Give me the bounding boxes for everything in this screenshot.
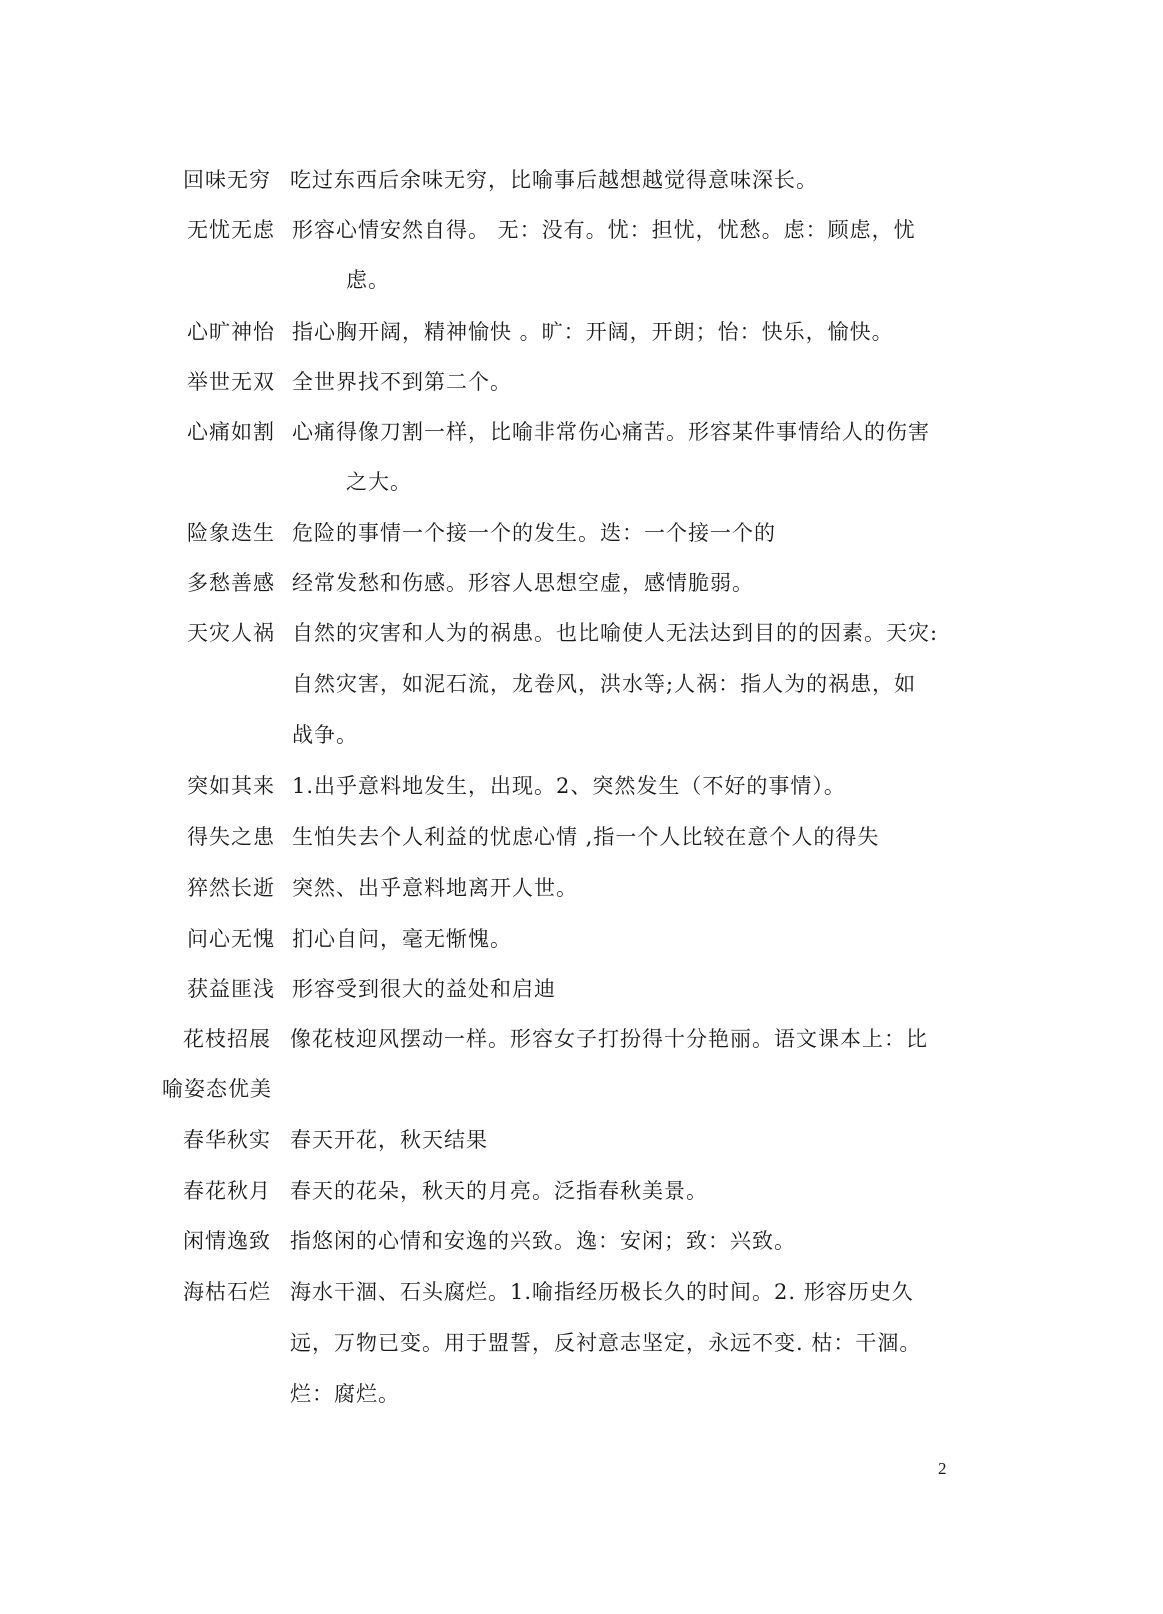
idiom-term: 春花秋月 bbox=[183, 1179, 271, 1203]
idiom-term: 举世无双 bbox=[187, 370, 275, 394]
idiom-definition: 吃过东西后余味无穷，比喻事后越想越觉得意味深长。 bbox=[290, 168, 818, 192]
idiom-definition: 心痛得像刀割一样，比喻非常伤心痛苦。形容某件事情给人的伤害 bbox=[292, 420, 930, 444]
idiom-term: 花枝招展 bbox=[183, 1027, 271, 1051]
idiom-definition-continued: 喻姿态优美 bbox=[162, 1077, 272, 1101]
idiom-definition: 形容心情安然自得。 无：没有。忧：担忧，忧愁。虑：顾虑，忧 bbox=[292, 218, 916, 242]
idiom-definition: 危险的事情一个接一个的发生。迭：一个接一个的 bbox=[292, 521, 776, 545]
idiom-definition: 扪心自问，毫无惭愧。 bbox=[292, 927, 512, 951]
idiom-definition-continued: 战争。 bbox=[292, 723, 358, 747]
idiom-definition: 指心胸开阔，精神愉快 。旷：开阔，开朗；怡：快乐，愉快。 bbox=[292, 320, 894, 344]
idiom-definition: 自然的灾害和人为的祸患。也比喻使人无法达到目的的因素。天灾: bbox=[292, 621, 939, 645]
idiom-term: 闲情逸致 bbox=[183, 1229, 271, 1253]
idiom-definition: 形容受到很大的益处和启迪 bbox=[292, 977, 556, 1001]
idiom-term: 海枯石烂 bbox=[183, 1280, 271, 1304]
idiom-definition: 经常发愁和伤感。形容人思想空虚，感情脆弱。 bbox=[292, 571, 754, 595]
idiom-definition-continued: 之大。 bbox=[346, 470, 412, 494]
idiom-term: 险象迭生 bbox=[187, 521, 275, 545]
idiom-term: 心痛如割 bbox=[187, 420, 275, 444]
idiom-term: 无忧无虑 bbox=[187, 218, 275, 242]
idiom-definition: 春天开花，秋天结果 bbox=[290, 1128, 488, 1152]
idiom-term: 回味无穷 bbox=[183, 168, 271, 192]
idiom-definition: 春天的花朵，秋天的月亮。泛指春秋美景。 bbox=[290, 1179, 708, 1203]
idiom-term: 心旷神怡 bbox=[187, 320, 275, 344]
idiom-term: 天灾人祸 bbox=[187, 621, 275, 645]
page-number: 2 bbox=[938, 1459, 947, 1478]
idiom-definition-continued: 虑。 bbox=[346, 268, 390, 292]
idiom-term: 突如其来 bbox=[187, 774, 275, 798]
idiom-definition-continued: 远，万物已变。用于盟誓，反衬意志坚定，永远不变. 枯：干涸。 bbox=[290, 1331, 922, 1355]
idiom-term: 得失之患 bbox=[187, 825, 275, 849]
idiom-definition: 生怕失去个人利益的忧虑心情 ,指一个人比较在意个人的得失 bbox=[292, 825, 880, 849]
idiom-term: 多愁善感 bbox=[187, 571, 275, 595]
idiom-definition: 指悠闲的心情和安逸的兴致。逸：安闲；致：兴致。 bbox=[290, 1229, 796, 1253]
idiom-definition-continued: 烂：腐烂。 bbox=[290, 1382, 400, 1406]
idiom-definition-continued: 自然灾害，如泥石流，龙卷风，洪水等;人祸：指人为的祸患，如 bbox=[292, 672, 917, 696]
idiom-definition: 像花枝迎风摆动一样。形容女子打扮得十分艳丽。语文课本上：比 bbox=[290, 1027, 928, 1051]
idiom-term: 猝然长逝 bbox=[187, 876, 275, 900]
idiom-term: 问心无愧 bbox=[187, 927, 275, 951]
idiom-definition: 突然、出乎意料地离开人世。 bbox=[292, 876, 578, 900]
idiom-term: 春华秋实 bbox=[183, 1128, 271, 1152]
idiom-definition: 全世界找不到第二个。 bbox=[292, 370, 512, 394]
idiom-definition: 海水干涸、石头腐烂。1.喻指经历极长久的时间。2. 形容历史久 bbox=[290, 1280, 914, 1304]
idiom-term: 获益匪浅 bbox=[187, 977, 275, 1001]
idiom-definition: 1.出乎意料地发生，出现。2、突然发生（不好的事情）。 bbox=[292, 774, 846, 798]
